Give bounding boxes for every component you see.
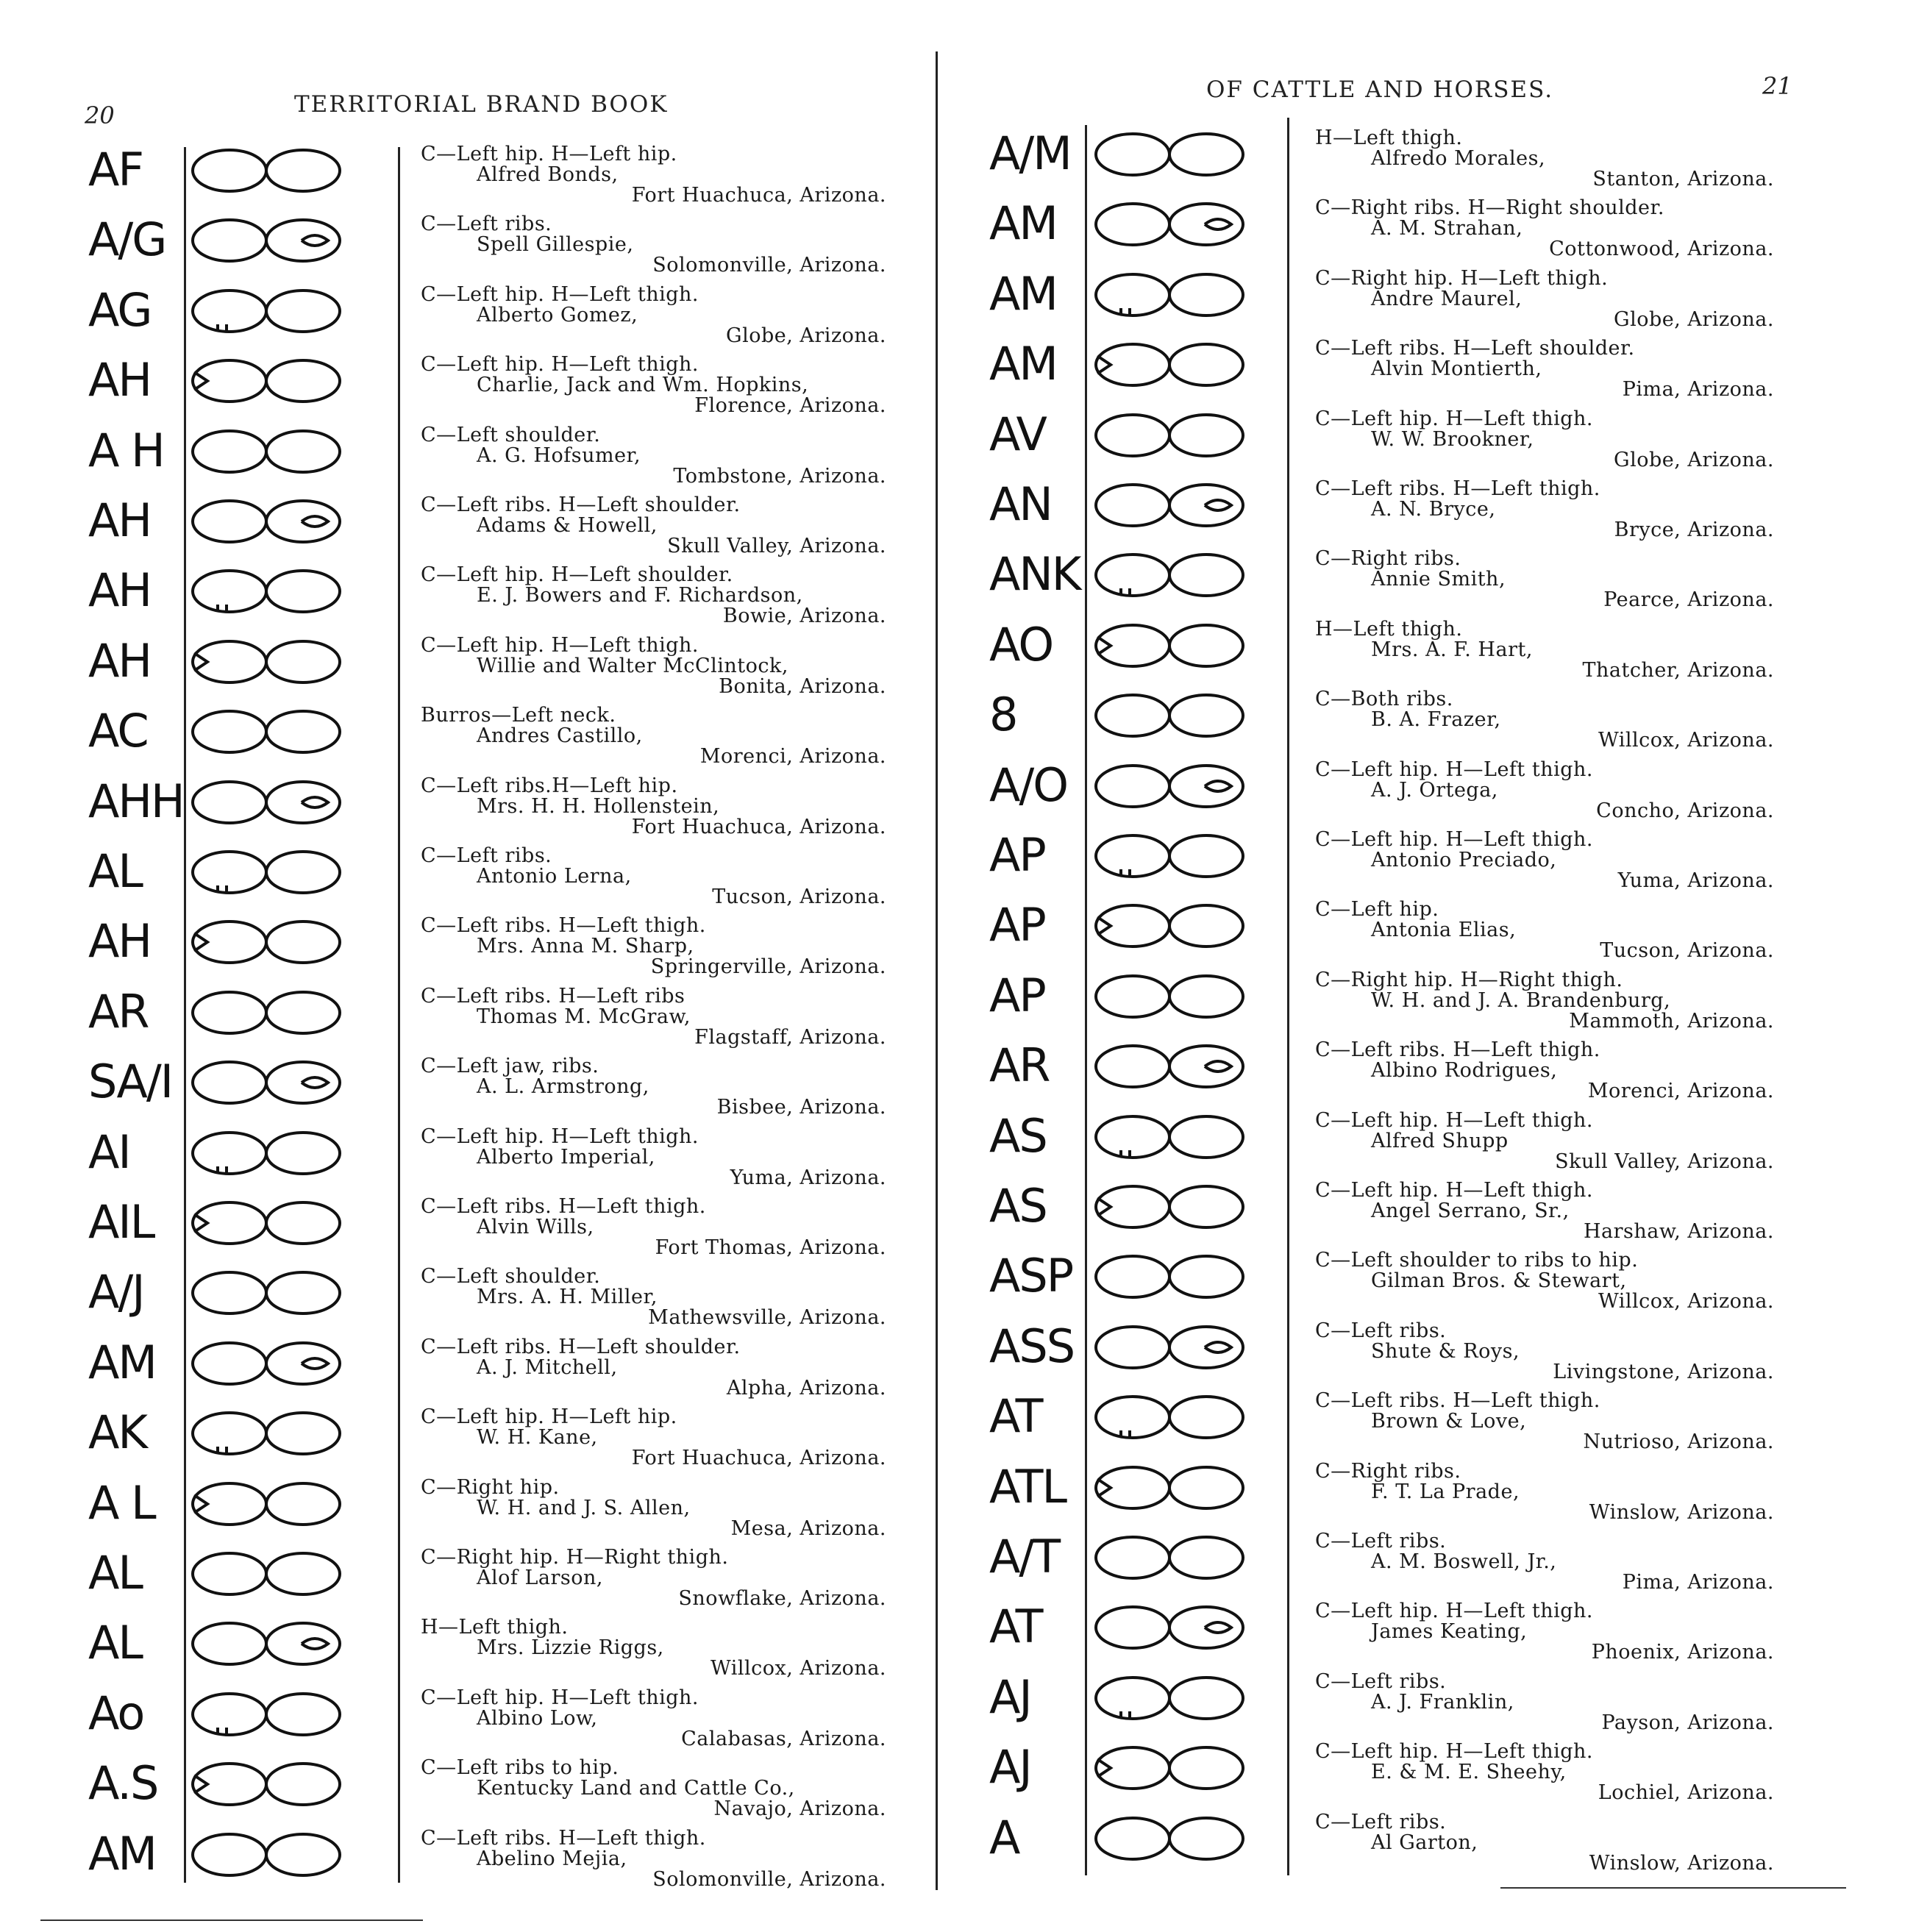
owner-name: A. M. Boswell, Jr., — [1371, 1550, 1557, 1573]
brand-location: C—Left hip. H—Left hip. — [421, 143, 677, 165]
owner-address: Skull Valley, Arizona. — [667, 535, 886, 557]
owner-name: W. W. Brookner, — [1371, 427, 1534, 451]
brand-location: C—Left hip. H—Left hip. — [421, 1405, 677, 1429]
earmark-diagram — [191, 983, 346, 1042]
bottom-rule-right — [1500, 1887, 1846, 1889]
earmark-diagram — [191, 1334, 346, 1393]
owner-address: Mesa, Arizona. — [730, 1516, 886, 1540]
owner-name: Al Garton, — [1371, 1831, 1478, 1854]
owner-name: Brown & Love, — [1371, 1410, 1527, 1433]
owner-name: A. J. Ortega, — [1371, 778, 1498, 802]
earmark-diagram — [191, 1685, 346, 1744]
bottom-rule-left — [40, 1919, 423, 1921]
earmark-diagram — [1094, 616, 1249, 675]
owner-name: A. J. Franklin, — [1371, 1690, 1514, 1714]
earmark-diagram — [191, 702, 346, 761]
owner-name: W. H. Kane, — [477, 1426, 598, 1450]
earmark-diagram — [191, 422, 346, 481]
brand-mark: ATL — [989, 1459, 1066, 1514]
brand-location: C—Left ribs. H—Left thigh. — [1315, 1038, 1600, 1062]
owner-name: A. M. Strahan, — [1371, 217, 1523, 240]
owner-address: Stanton, Arizona. — [1592, 168, 1774, 190]
owner-name: Alvin Montierth, — [1371, 357, 1542, 381]
owner-name: F. T. La Prade, — [1371, 1480, 1520, 1503]
brand-mark: AG — [88, 282, 152, 337]
brand-location: C—Right hip. H—Right thigh. — [421, 1546, 729, 1569]
owner-name: Mrs. Lizzie Riggs, — [477, 1636, 664, 1660]
brand-mark: AP — [989, 968, 1045, 1022]
owner-address: Livingstone, Arizona. — [1553, 1360, 1774, 1383]
brand-location: C—Left hip. H—Left thigh. — [421, 1686, 699, 1709]
earmark-diagram — [1094, 686, 1249, 745]
brand-location: C—Left ribs.H—Left hip. — [421, 774, 678, 797]
earmark-diagram — [191, 843, 346, 902]
brand-location: C—Left ribs. H—Left shoulder. — [421, 1335, 741, 1358]
owner-name: Angel Serrano, Sr., — [1371, 1200, 1570, 1222]
earmark-diagram — [1094, 1809, 1249, 1868]
brand-location: C—Left ribs. H—Left thigh. — [421, 914, 706, 938]
brand-mark: AH — [88, 493, 152, 547]
owner-name: Kentucky Land and Cattle Co., — [477, 1777, 795, 1800]
owner-name: Alof Larson, — [477, 1566, 603, 1589]
owner-name: A. L. Armstrong, — [477, 1075, 649, 1099]
owner-address: Navajo, Arizona. — [713, 1797, 886, 1821]
brand-mark: A/O — [989, 758, 1068, 812]
brand-mark: A — [989, 1810, 1019, 1864]
brand-mark: AM — [88, 1826, 156, 1881]
owner-name: Antonio Preciado, — [1371, 849, 1557, 871]
earmark-diagram — [191, 1194, 346, 1252]
brand-mark: AM — [989, 337, 1057, 391]
earmark-diagram — [1094, 125, 1249, 184]
owner-name: Andres Castillo, — [477, 724, 643, 748]
earmark-diagram — [1094, 1388, 1249, 1447]
earmark-diagram — [1094, 1177, 1249, 1236]
owner-address: Nutrioso, Arizona. — [1583, 1430, 1774, 1454]
brand-location: C—Left hip. H—Left shoulder. — [421, 563, 733, 587]
owner-name: Abelino Mejia, — [477, 1847, 627, 1870]
brand-mark: AH — [88, 914, 152, 969]
owner-address: Solomonville, Arizona. — [652, 254, 886, 277]
earmark-diagram — [191, 562, 346, 621]
brand-location: C—Left hip. — [1315, 898, 1439, 922]
brand-location: C—Left hip. H—Left thigh. — [1315, 1179, 1593, 1202]
owner-name: W. H. and J. S. Allen, — [477, 1496, 691, 1519]
owner-name: James Keating, — [1371, 1620, 1528, 1644]
earmark-diagram — [1094, 1739, 1249, 1797]
owner-name: Mrs. Anna M. Sharp, — [477, 935, 694, 958]
owner-name: Albino Rodrigues, — [1371, 1059, 1558, 1083]
owner-address: Skull Valley, Arizona. — [1555, 1149, 1774, 1173]
brand-mark: AC — [88, 704, 148, 758]
brand-mark: AO — [989, 617, 1053, 671]
brand-mark: AV — [989, 407, 1046, 461]
brand-mark: AM — [989, 196, 1057, 251]
owner-name: A. G. Hofsumer, — [477, 443, 641, 467]
left-page-title: TERRITORIAL BRAND BOOK — [294, 91, 669, 118]
owner-address: Springerville, Arizona. — [650, 955, 886, 979]
owner-address: Bisbee, Arizona. — [716, 1096, 886, 1119]
brand-mark: A L — [88, 1475, 155, 1530]
brand-mark: ANK — [989, 547, 1080, 602]
brand-mark: AT — [989, 1389, 1042, 1444]
owner-name: Alfred Bonds, — [477, 163, 619, 186]
owner-address: Mammoth, Arizona. — [1569, 1009, 1774, 1033]
brand-location: C—Left shoulder to ribs to hip. — [1315, 1249, 1639, 1272]
earmark-diagram — [191, 211, 346, 270]
brand-mark: AM — [989, 266, 1057, 321]
brand-mark: A/M — [989, 126, 1071, 180]
brand-location: C—Right hip. H—Right thigh. — [1315, 968, 1623, 991]
brand-location: C—Left shoulder. — [421, 1265, 601, 1288]
brand-mark: AR — [989, 1038, 1050, 1093]
brand-location: C—Left ribs. H—Left thigh. — [1315, 1389, 1600, 1413]
owner-name: Alberto Imperial, — [477, 1145, 655, 1169]
brand-location: C—Left hip. H—Left thigh. — [421, 353, 699, 377]
owner-address: Fort Huachuca, Arizona. — [631, 815, 886, 838]
owner-address: Bonita, Arizona. — [719, 674, 886, 698]
owner-address: Willcox, Arizona. — [1598, 729, 1774, 752]
earmark-diagram — [191, 1544, 346, 1603]
brand-location: C—Left shoulder. — [421, 423, 601, 446]
owner-address: Concho, Arizona. — [1596, 799, 1774, 822]
owner-address: Tucson, Arizona. — [712, 885, 886, 908]
owner-name: E. J. Bowers and F. Richardson, — [477, 584, 803, 607]
earmark-diagram — [1094, 265, 1249, 324]
right-mark-divider — [1085, 125, 1087, 1875]
brand-location: C—Left hip. H—Left thigh. — [1315, 758, 1593, 781]
earmark-diagram — [1094, 335, 1249, 394]
brand-location: C—Right ribs. — [1315, 1459, 1461, 1483]
earmark-diagram — [191, 1124, 346, 1183]
earmark-diagram — [191, 913, 346, 972]
owner-name: Shute & Roys, — [1371, 1339, 1520, 1363]
left-page-number: 20 — [85, 101, 115, 129]
earmark-diagram — [191, 1263, 346, 1322]
owner-address: Bryce, Arizona. — [1614, 518, 1774, 541]
brand-mark: A/J — [88, 1265, 144, 1319]
earmark-diagram — [1094, 1108, 1249, 1166]
owner-address: Pearce, Arizona. — [1603, 588, 1774, 612]
brand-mark: AL — [88, 1616, 142, 1670]
brand-mark: ASS — [989, 1319, 1075, 1373]
earmark-diagram — [1094, 1669, 1249, 1728]
brand-mark: AL — [88, 1546, 142, 1600]
earmark-diagram — [1094, 1598, 1249, 1657]
owner-address: Yuma, Arizona. — [730, 1166, 886, 1189]
owner-name: Thomas M. McGraw, — [477, 1005, 691, 1028]
brand-location: C—Left ribs. — [1315, 1530, 1447, 1553]
brand-mark: AS — [989, 1108, 1047, 1163]
brand-mark: AP — [989, 898, 1045, 952]
owner-address: Winslow, Arizona. — [1589, 1500, 1774, 1524]
owner-address: Solomonville, Arizona. — [652, 1867, 886, 1891]
earmark-diagram — [191, 1053, 346, 1112]
earmark-diagram — [191, 773, 346, 832]
brand-location: C—Left ribs. — [421, 844, 552, 867]
brand-mark: AH — [88, 633, 152, 688]
owner-address: Alpha, Arizona. — [726, 1376, 886, 1400]
brand-location: C—Left hip. H—Left thigh. — [421, 282, 699, 306]
brand-location: C—Left hip. H—Left thigh. — [1315, 1740, 1593, 1764]
brand-location: C—Left ribs. H—Left thigh. — [1315, 477, 1600, 500]
brand-location: C—Left hip. H—Left thigh. — [1315, 1108, 1593, 1132]
brand-mark: AS — [989, 1179, 1047, 1233]
brand-mark: AI — [88, 1124, 130, 1179]
owner-address: Globe, Arizona. — [726, 324, 886, 347]
brand-location: C—Left hip. H—Left thigh. — [1315, 828, 1593, 851]
earmark-diagram — [1094, 1458, 1249, 1517]
left-text-divider — [398, 147, 400, 1883]
brand-location: C—Left hip. H—Left thigh. — [421, 1124, 699, 1148]
owner-address: Snowflake, Arizona. — [678, 1587, 886, 1610]
owner-name: Willie and Walter McClintock, — [477, 654, 788, 677]
earmark-diagram — [191, 352, 346, 410]
owner-address: Lochiel, Arizona. — [1598, 1781, 1774, 1805]
owner-name: Alberto Gomez, — [477, 303, 638, 327]
brand-location: C—Left ribs. — [1315, 1810, 1447, 1833]
brand-mark: SA/I — [88, 1055, 173, 1109]
owner-address: Morenci, Arizona. — [699, 745, 886, 769]
earmark-diagram — [1094, 1528, 1249, 1587]
owner-name: Alfredo Morales, — [1371, 147, 1546, 170]
earmark-diagram — [191, 632, 346, 691]
owner-address: Cottonwood, Arizona. — [1549, 238, 1774, 261]
earmark-diagram — [191, 141, 346, 200]
owner-name: Charlie, Jack and Wm. Hopkins, — [477, 374, 809, 397]
brand-location: Burros—Left neck. — [421, 704, 616, 727]
owner-address: Yuma, Arizona. — [1617, 869, 1774, 892]
brand-mark: AN — [989, 477, 1052, 531]
owner-name: Adams & Howell, — [477, 514, 658, 537]
brand-location: C—Right hip. H—Left thigh. — [1315, 266, 1609, 290]
owner-name: E. & M. E. Sheehy, — [1371, 1761, 1567, 1784]
owner-address: Willcox, Arizona. — [710, 1657, 886, 1680]
owner-address: Tucson, Arizona. — [1600, 939, 1774, 963]
brand-location: C—Left ribs. — [1315, 1319, 1447, 1342]
owner-address: Phoenix, Arizona. — [1591, 1641, 1774, 1664]
owner-name: Gilman Bros. & Stewart, — [1371, 1269, 1627, 1293]
earmark-diagram — [1094, 546, 1249, 605]
brand-mark: AF — [88, 143, 143, 196]
brand-mark: AHH — [88, 774, 184, 828]
owner-name: Mrs. A. H. Miller, — [477, 1286, 658, 1309]
owner-name: Mrs. H. H. Hollenstein, — [477, 794, 720, 818]
brand-mark: AH — [88, 563, 152, 618]
brand-mark: AM — [88, 1335, 156, 1389]
brand-location: C—Both ribs. — [1315, 688, 1453, 711]
earmark-diagram — [191, 282, 346, 341]
owner-address: Calabasas, Arizona. — [681, 1727, 886, 1750]
owner-address: Mathewsville, Arizona. — [648, 1306, 886, 1330]
earmark-diagram — [1094, 897, 1249, 955]
right-page-number: 21 — [1762, 72, 1792, 100]
owner-address: Globe, Arizona. — [1614, 307, 1774, 331]
brand-mark: AK — [88, 1405, 147, 1460]
brand-location: C—Left hip. H—Left thigh. — [1315, 407, 1593, 430]
brand-mark: AJ — [989, 1740, 1031, 1794]
owner-address: Fort Thomas, Arizona. — [655, 1236, 886, 1259]
owner-name: Antonia Elias, — [1371, 919, 1517, 942]
brand-mark: AL — [88, 844, 142, 898]
owner-address: Bowie, Arizona. — [722, 605, 886, 628]
brand-mark: ASP — [989, 1249, 1073, 1303]
brand-mark: AIL — [88, 1195, 154, 1249]
brand-location: H—Left thigh. — [1315, 126, 1463, 149]
earmark-diagram — [191, 1755, 346, 1814]
brand-location: C—Left ribs. H—Left shoulder. — [1315, 337, 1635, 360]
owner-name: Annie Smith, — [1371, 568, 1506, 591]
earmark-diagram — [1094, 827, 1249, 885]
brand-location: C—Left ribs. H—Left shoulder. — [421, 493, 741, 516]
earmark-diagram — [1094, 1037, 1249, 1096]
owner-name: Mrs. A. F. Hart, — [1371, 638, 1533, 661]
brand-location: C—Left ribs. H—Left thigh. — [421, 1826, 706, 1850]
brand-location: C—Left ribs. — [421, 213, 552, 236]
brand-location: C—Left ribs. H—Left thigh. — [421, 1195, 706, 1218]
owner-address: Willcox, Arizona. — [1598, 1290, 1774, 1313]
owner-name: Alfred Shupp — [1371, 1129, 1509, 1152]
brand-mark: A/G — [88, 213, 166, 267]
earmark-diagram — [191, 492, 346, 551]
brand-location: C—Left ribs. — [1315, 1669, 1447, 1693]
gutter-line — [936, 51, 938, 1890]
brand-mark: A H — [88, 423, 164, 477]
right-page-title: OF CATTLE AND HORSES. — [1206, 76, 1554, 103]
owner-address: Globe, Arizona. — [1614, 448, 1774, 471]
owner-address: Flagstaff, Arizona. — [694, 1025, 886, 1049]
brand-location: C—Left ribs to hip. — [421, 1756, 619, 1780]
owner-address: Thatcher, Arizona. — [1582, 658, 1774, 682]
brand-mark: AP — [989, 828, 1045, 882]
brand-mark: AJ — [989, 1669, 1031, 1724]
earmark-diagram — [191, 1475, 346, 1533]
owner-address: Tombstone, Arizona. — [673, 464, 886, 488]
owner-name: B. A. Frazer, — [1371, 708, 1501, 732]
brand-mark: AR — [88, 984, 149, 1038]
brand-mark: 8 — [989, 688, 1017, 742]
brand-location: C—Left hip. H—Left thigh. — [1315, 1600, 1593, 1623]
earmark-diagram — [191, 1825, 346, 1884]
earmark-diagram — [1094, 967, 1249, 1026]
earmark-diagram — [1094, 406, 1249, 465]
owner-name: A. N. Bryce, — [1371, 498, 1496, 521]
owner-name: Alvin Wills, — [477, 1216, 594, 1238]
owner-name: A. J. Mitchell, — [477, 1355, 618, 1379]
owner-address: Pima, Arizona. — [1622, 378, 1774, 402]
brand-mark: A.S — [88, 1756, 158, 1811]
owner-address: Fort Huachuca, Arizona. — [631, 1447, 886, 1470]
earmark-diagram — [1094, 757, 1249, 816]
owner-name: Andre Maurel, — [1371, 287, 1523, 310]
owner-address: Payson, Arizona. — [1601, 1711, 1774, 1734]
owner-address: Fort Huachuca, Arizona. — [631, 184, 886, 207]
brand-location: H—Left thigh. — [1315, 617, 1463, 641]
earmark-diagram — [1094, 476, 1249, 535]
earmark-diagram — [1094, 1247, 1249, 1306]
brand-location: C—Left ribs. H—Left ribs — [421, 984, 685, 1008]
brand-mark: A/T — [989, 1530, 1060, 1583]
earmark-diagram — [1094, 195, 1249, 254]
owner-address: Morenci, Arizona. — [1587, 1080, 1774, 1103]
owner-address: Harshaw, Arizona. — [1583, 1220, 1774, 1243]
brand-mark: AH — [88, 353, 152, 407]
owner-address: Florence, Arizona. — [694, 394, 886, 418]
owner-name: W. H. and J. A. Brandenburg, — [1371, 988, 1671, 1012]
brand-mark: Ao — [88, 1686, 144, 1740]
owner-name: Albino Low, — [477, 1706, 598, 1730]
earmark-diagram — [1094, 1318, 1249, 1377]
brand-location: H—Left thigh. — [421, 1616, 569, 1639]
brand-location: C—Right ribs. — [1315, 547, 1461, 571]
owner-name: Antonio Lerna, — [477, 865, 632, 888]
earmark-diagram — [191, 1404, 346, 1463]
brand-location: C—Right hip. — [421, 1475, 560, 1499]
owner-address: Winslow, Arizona. — [1589, 1851, 1774, 1875]
owner-name: Spell Gillespie, — [477, 233, 634, 257]
brand-mark: AT — [989, 1600, 1042, 1654]
brand-location: C—Left hip. H—Left thigh. — [421, 633, 699, 657]
right-text-divider — [1287, 118, 1289, 1875]
left-mark-divider — [184, 147, 186, 1883]
brand-location: C—Left jaw, ribs. — [421, 1055, 599, 1078]
earmark-diagram — [191, 1614, 346, 1673]
owner-address: Pima, Arizona. — [1622, 1571, 1774, 1594]
brand-location: C—Right ribs. H—Right shoulder. — [1315, 196, 1665, 220]
